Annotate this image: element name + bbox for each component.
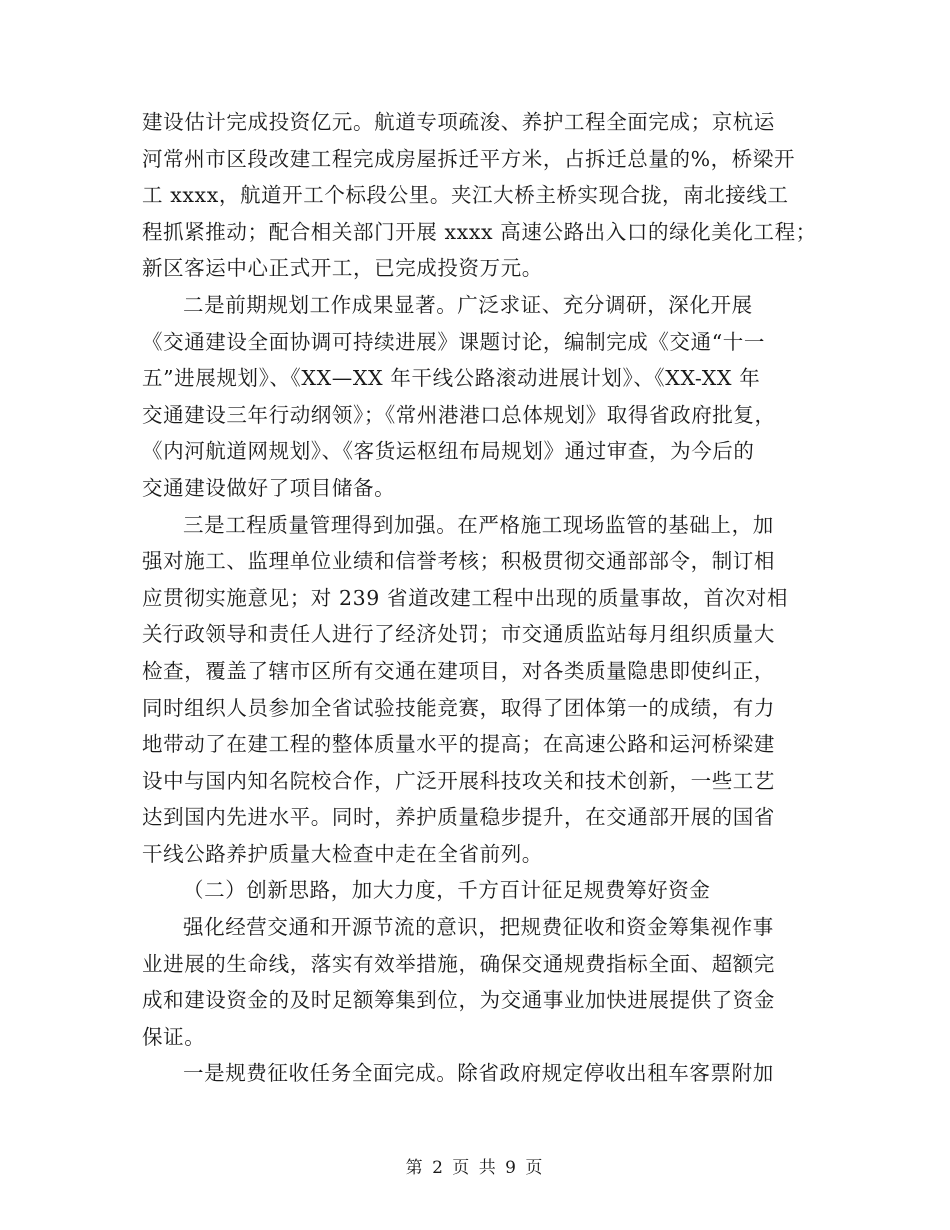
text-line: 工 xxxx，航道开工个标段公里。夹江大桥主桥实现合拢，南北接线工: [142, 183, 789, 208]
text-line: 河常州市区段改建工程完成房屋拆迁平方米，占拆迁总量的%，桥梁开: [142, 146, 796, 171]
document-body: [142, 104, 817, 1092]
text-line: 五”进展规划》、《XX—XX 年干线公路滚动进展计划》、《XX-XX 年: [142, 366, 761, 391]
text-line: 同时组织人员参加全省试验技能竞赛，取得了团体第一的成绩，有力: [142, 695, 775, 720]
text-line: 应贯彻实施意见；对 239 省道改建工程中出现的质量事故，首次对相: [142, 585, 788, 610]
text-line: 保证。: [142, 1024, 206, 1049]
text-line: 关行政领导和责任人进行了经济处罚；市交通质监站每月组织质量大: [142, 622, 775, 647]
text-line: 检查，覆盖了辖市区所有交通在建项目，对各类质量隐患即使纠正，: [142, 658, 775, 683]
text-line: 成和建设资金的及时足额筹集到位，为交通事业加快进展提供了资金: [142, 988, 775, 1013]
text-line: 强对施工、监理单位业绩和信誉考核；积极贯彻交通部部令，制订相: [142, 549, 775, 574]
text-line: 交通建设三年行动纲领》；《常州港港口总体规划》取得省政府批复，: [142, 402, 776, 427]
text-line: 达到国内先进水平。同时，养护质量稳步提升，在交通部开展的国省: [142, 805, 775, 830]
text-line: 一是规费征收任务全面完成。除省政府规定停收出租车客票附加: [183, 1061, 774, 1086]
text-line: 业进展的生命线，落实有效举措施，确保交通规费指标全面、超额完: [142, 951, 775, 976]
text-line: 新区客运中心正式开工，已完成投资万元。: [142, 256, 543, 281]
text-line: （二）创新思路，加大力度，千方百计征足规费筹好资金: [183, 878, 711, 903]
text-line: 程抓紧推动；配合相关部门开展 xxxx 高速公路出入口的绿化美化工程；: [142, 219, 817, 244]
text-line: 设中与国内知名院校合作，广泛开展科技攻关和技术创新，一些工艺: [142, 768, 775, 793]
text-line: 三是工程质量管理得到加强。在严格施工现场监管的基础上，加: [183, 512, 774, 537]
text-line: 交通建设做好了项目储备。: [142, 475, 396, 500]
text-line: 干线公路养护质量大检查中走在全省前列。: [142, 841, 543, 866]
text-line: 地带动了在建工程的整体质量水平的提高；在高速公路和运河桥梁建: [142, 732, 775, 757]
text-line: 《交通建设全面协调可持续进展》课题讨论，编制完成《交通“十一: [142, 329, 765, 354]
text-line: 建设估计完成投资亿元。航道专项疏浚、养护工程全面完成；京杭运: [142, 110, 775, 134]
page-footer: 第 2 页 共 9 页: [405, 1158, 545, 1178]
text-line: 强化经营交通和开源节流的意识，把规费征收和资金筹集视作事: [183, 915, 774, 940]
text-line: 二是前期规划工作成果显著。广泛求证、充分调研，深化开展: [183, 292, 753, 317]
text-line: 《内河航道网规划》、《客货运枢纽布局规划》通过审查，为今后的: [142, 439, 755, 464]
